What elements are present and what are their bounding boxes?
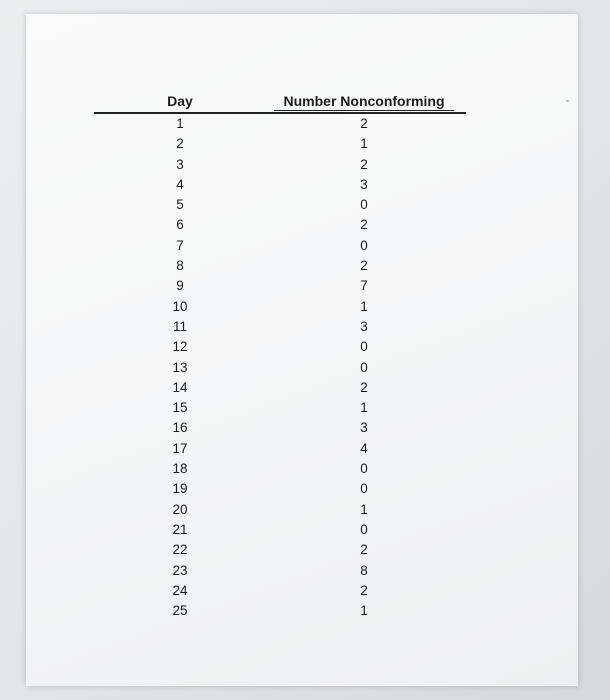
table-row [94,114,466,134]
table-row [94,276,466,296]
day-cell: 5 [176,197,184,213]
number-nonconforming-cell: 1 [360,501,368,517]
paper-sheet [26,14,578,686]
table-row [94,195,466,215]
table-row [94,337,466,357]
number-nonconforming-cell: 2 [360,116,368,131]
table-row [94,358,466,378]
number-nonconforming-cell: 2 [360,582,368,598]
number-nonconforming-cell: 2 [360,258,368,274]
number-nonconforming-cell: 0 [360,359,368,375]
number-nonconforming-cell: 4 [360,440,368,456]
table-row [94,297,466,317]
table-row [94,561,466,581]
day-cell: 10 [172,298,188,314]
table-row [94,500,466,520]
table-header-row [94,92,466,114]
day-cell: 15 [172,400,188,416]
day-cell: 19 [172,481,188,497]
day-cell: 18 [172,461,188,477]
number-nonconforming-cell: 1 [360,298,368,314]
day-cell: 4 [176,176,184,192]
table-row [94,520,466,540]
table-row [94,439,466,459]
day-cell: 3 [176,156,184,172]
number-nonconforming-cell: 3 [360,420,368,436]
day-cell: 1 [176,116,184,131]
number-nonconforming-cell: 0 [360,197,368,213]
number-nonconforming-cell: 1 [360,136,368,152]
day-cell: 12 [172,339,188,355]
number-nonconforming-cell: 1 [360,603,368,619]
day-cell: 6 [176,217,184,233]
table-row [94,398,466,418]
table-row [94,540,466,560]
day-cell: 11 [172,318,187,334]
day-cell: 20 [172,501,188,517]
table-row [94,317,466,337]
day-cell: 17 [172,440,188,456]
table-row [94,581,466,601]
day-cell: 7 [176,237,184,253]
number-nonconforming-cell: 7 [360,278,368,294]
number-nonconforming-cell: 3 [360,318,368,334]
day-column-header: Day [167,93,193,109]
number-nonconforming-cell: 3 [360,176,368,192]
day-cell: 8 [176,258,184,274]
table-row [94,236,466,256]
table-row [94,459,466,479]
table-row [94,256,466,276]
number-nonconforming-cell: 0 [360,521,368,537]
table-row [94,479,466,499]
number-nonconforming-cell: 2 [360,156,368,172]
table-row [94,378,466,398]
number-nonconforming-cell: 0 [360,481,368,497]
table-row [94,134,466,154]
day-cell: 13 [172,359,188,375]
table-row [94,418,466,438]
table-row [94,155,466,175]
day-cell: 23 [172,562,188,578]
day-cell: 16 [172,420,188,436]
table-row [94,215,466,235]
number-nonconforming-column-header: Number Nonconforming [274,92,454,111]
number-nonconforming-cell: 0 [360,461,368,477]
day-cell: 2 [176,136,184,152]
day-cell: 24 [172,582,188,598]
day-cell: 21 [172,521,188,537]
nonconforming-table [94,92,466,621]
paper-speck [566,100,569,102]
day-cell: 22 [172,542,188,558]
day-cell: 14 [172,379,188,395]
table-body [94,114,466,621]
table-row [94,601,466,621]
table-row [94,175,466,195]
day-cell: 25 [172,603,188,619]
number-nonconforming-cell: 2 [360,542,368,558]
number-nonconforming-cell: 0 [360,237,368,253]
number-nonconforming-cell: 8 [360,562,368,578]
number-nonconforming-cell: 0 [360,339,368,355]
number-nonconforming-cell: 1 [360,400,368,416]
day-cell: 9 [176,278,184,294]
number-nonconforming-cell: 2 [360,379,368,395]
number-nonconforming-cell: 2 [360,217,368,233]
